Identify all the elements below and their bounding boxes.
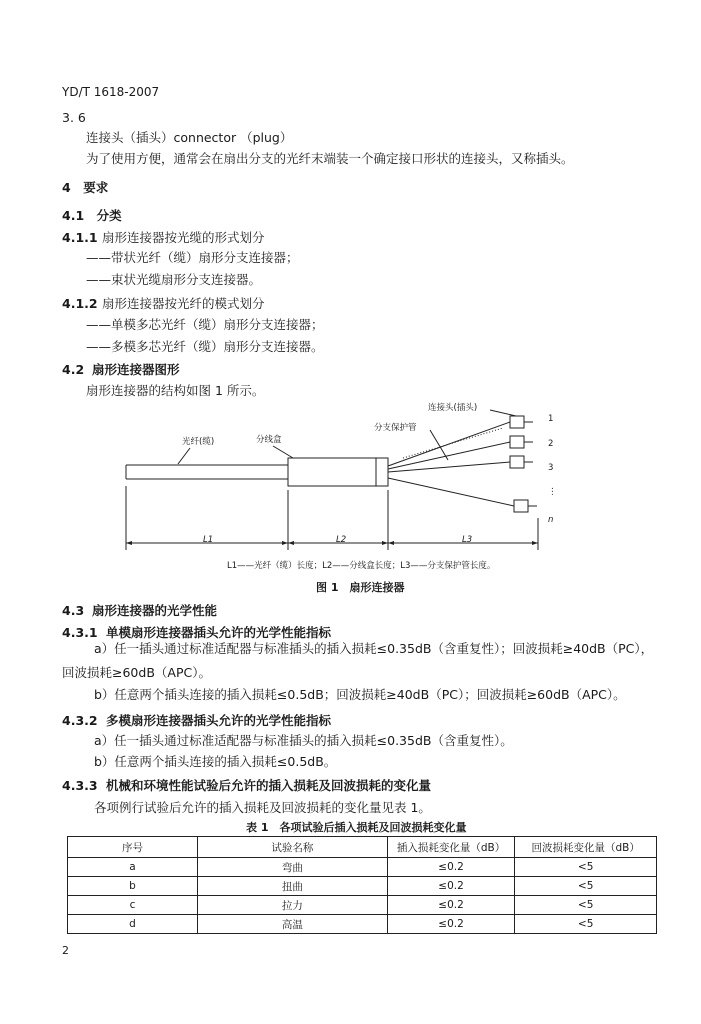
section-4-3-1-number: 4.3.1 [62, 625, 98, 640]
list-item: ——多模多芯光纤（缆）扇形分支连接器。 [86, 339, 324, 354]
arrow-l3-start [388, 541, 394, 545]
table-cell: ≤0.2 [387, 896, 515, 915]
section-4-3-number: 4.3 [62, 603, 85, 618]
section-4-2-number: 4.2 [62, 362, 85, 377]
section-4-1-2-number: 4.1.2 [62, 296, 98, 311]
table-row [68, 877, 657, 896]
table-cell: b [68, 877, 198, 896]
label-connector: 连接头(插头) [428, 403, 478, 413]
label-box: 分线盒 [256, 435, 282, 445]
table-cell: 拉力 [197, 896, 387, 915]
item-4-3-1-a: a）任一插头通过标准适配器与标准插头的插入损耗≤0.35dB（含重复性）；回波损耗≥40dB（PC）， [94, 641, 654, 656]
label-fiber: 光纤(缆) [182, 437, 215, 447]
branch-fiber-n [388, 478, 514, 506]
leader-connector [490, 410, 516, 416]
leader-fiber [178, 448, 190, 464]
figure-legend: L1——光纤（缆）长度；L2——分线盒长度；L3——分支保护管长度。 [227, 561, 496, 571]
table-cell: ≤0.2 [387, 858, 515, 877]
arrow-l1-start [126, 541, 132, 545]
section-4-3-3-title: 机械和环境性能试验后允许的插入损耗及回波损耗的变化量 [106, 778, 432, 793]
plug-3 [510, 456, 524, 468]
table-cell: 扭曲 [197, 877, 387, 896]
doc-number: YD/T 1618-2007 [62, 85, 160, 99]
section-4-2-title: 扇形连接器图形 [92, 362, 180, 377]
table-header-row [68, 837, 657, 858]
list-item: ——束状光缆扇形分支连接器。 [86, 272, 262, 287]
arrow-l2-start [288, 541, 294, 545]
item-4-3-2-a: a）任一插头通过标准适配器与标准插头的插入损耗≤0.35dB（含重复性）。 [94, 733, 513, 748]
item-4-3-1-a-cont: 回波损耗≥60dB（APC）。 [62, 665, 211, 680]
branch-number: 2 [548, 439, 554, 449]
table-cell: <5 [515, 877, 657, 896]
column-header: 序号 [68, 837, 198, 858]
section-4-3-title: 扇形连接器的光学性能 [92, 603, 218, 618]
section-4-1-1-number: 4.1.1 [62, 230, 98, 245]
table-cell: c [68, 896, 198, 915]
branch-fiber-3 [388, 462, 510, 472]
section-4-3-3-number: 4.3.3 [62, 778, 98, 793]
dimension-l1: L1 [203, 535, 214, 545]
plug-n [514, 500, 528, 512]
table-cell: <5 [515, 915, 657, 934]
section-4-3-2-title: 多模扇形连接器插头允许的光学性能指标 [106, 713, 332, 728]
table-row [68, 858, 657, 877]
plug-1 [510, 416, 524, 428]
branch-number: 3 [548, 463, 554, 473]
term-connector: 连接头（插头）connector （plug） [86, 130, 293, 145]
item-4-3-1-b: b）任意两个插头连接的插入损耗≤0.5dB；回波损耗≥40dB（PC）；回波损耗≥60dB（APC）。 [94, 687, 626, 702]
dimension-l3: L3 [462, 535, 473, 545]
section-4-1-1-title: 扇形连接器按光缆的形式划分 [102, 230, 265, 245]
item-4-3-2-b: b）任意两个插头连接的插入损耗≤0.5dB。 [94, 754, 337, 769]
column-header: 回波损耗变化量（dB） [515, 837, 657, 858]
variation-table [67, 836, 657, 934]
branching-box [288, 458, 388, 486]
table-cell: ≤0.2 [387, 915, 515, 934]
branch-number: ⋮ [548, 487, 557, 497]
term-definition: 为了使用方便，通常会在扇出分支的光纤末端装一个确定接口形状的连接头，又称插头。 [86, 151, 574, 166]
branch-number: n [548, 515, 554, 525]
plug-2 [510, 436, 524, 448]
section-3-6-number: 3. 6 [62, 110, 86, 125]
section-4-1-title: 4.1 分类 [62, 208, 122, 223]
table-cell: ≤0.2 [387, 877, 515, 896]
arrow-l3-end [532, 541, 538, 545]
table-cell: a [68, 858, 198, 877]
branch-number: 1 [548, 414, 554, 424]
figure-caption: 图 1 扇形连接器 [316, 581, 405, 594]
list-item: ——带状光纤（缆）扇形分支连接器； [86, 250, 299, 265]
arrow-l2-end [382, 541, 388, 545]
table-cell: d [68, 915, 198, 934]
section-4-3-1-title: 单模扇形连接器插头允许的光学性能指标 [106, 625, 332, 640]
section-4-title: 4 要求 [62, 180, 109, 195]
branch-fiber-2 [388, 442, 510, 469]
column-header: 试验名称 [197, 837, 387, 858]
section-4-1-2-title: 扇形连接器按光纤的模式划分 [102, 296, 265, 311]
table-cell: 高温 [197, 915, 387, 934]
table-cell: <5 [515, 896, 657, 915]
table-cell: 弯曲 [197, 858, 387, 877]
column-header: 插入损耗变化量（dB） [387, 837, 515, 858]
table-row [68, 915, 657, 934]
section-4-2-text: 扇形连接器的结构如图 1 所示。 [86, 383, 265, 398]
table-cell: <5 [515, 858, 657, 877]
page-number: 2 [62, 944, 69, 957]
arrow-l1-end [282, 541, 288, 545]
section-4-3-3-text: 各项例行试验后允许的插入损耗及回波损耗的变化量见表 1。 [94, 800, 431, 815]
table-row [68, 896, 657, 915]
table-caption: 表 1 各项试验后插入损耗及回波损耗变化量 [246, 821, 467, 834]
label-sleeve: 分支保护管 [374, 423, 417, 433]
dimension-l2: L2 [336, 535, 347, 545]
list-item: ——单模多芯光纤（缆）扇形分支连接器； [86, 317, 324, 332]
section-4-3-2-number: 4.3.2 [62, 713, 98, 728]
